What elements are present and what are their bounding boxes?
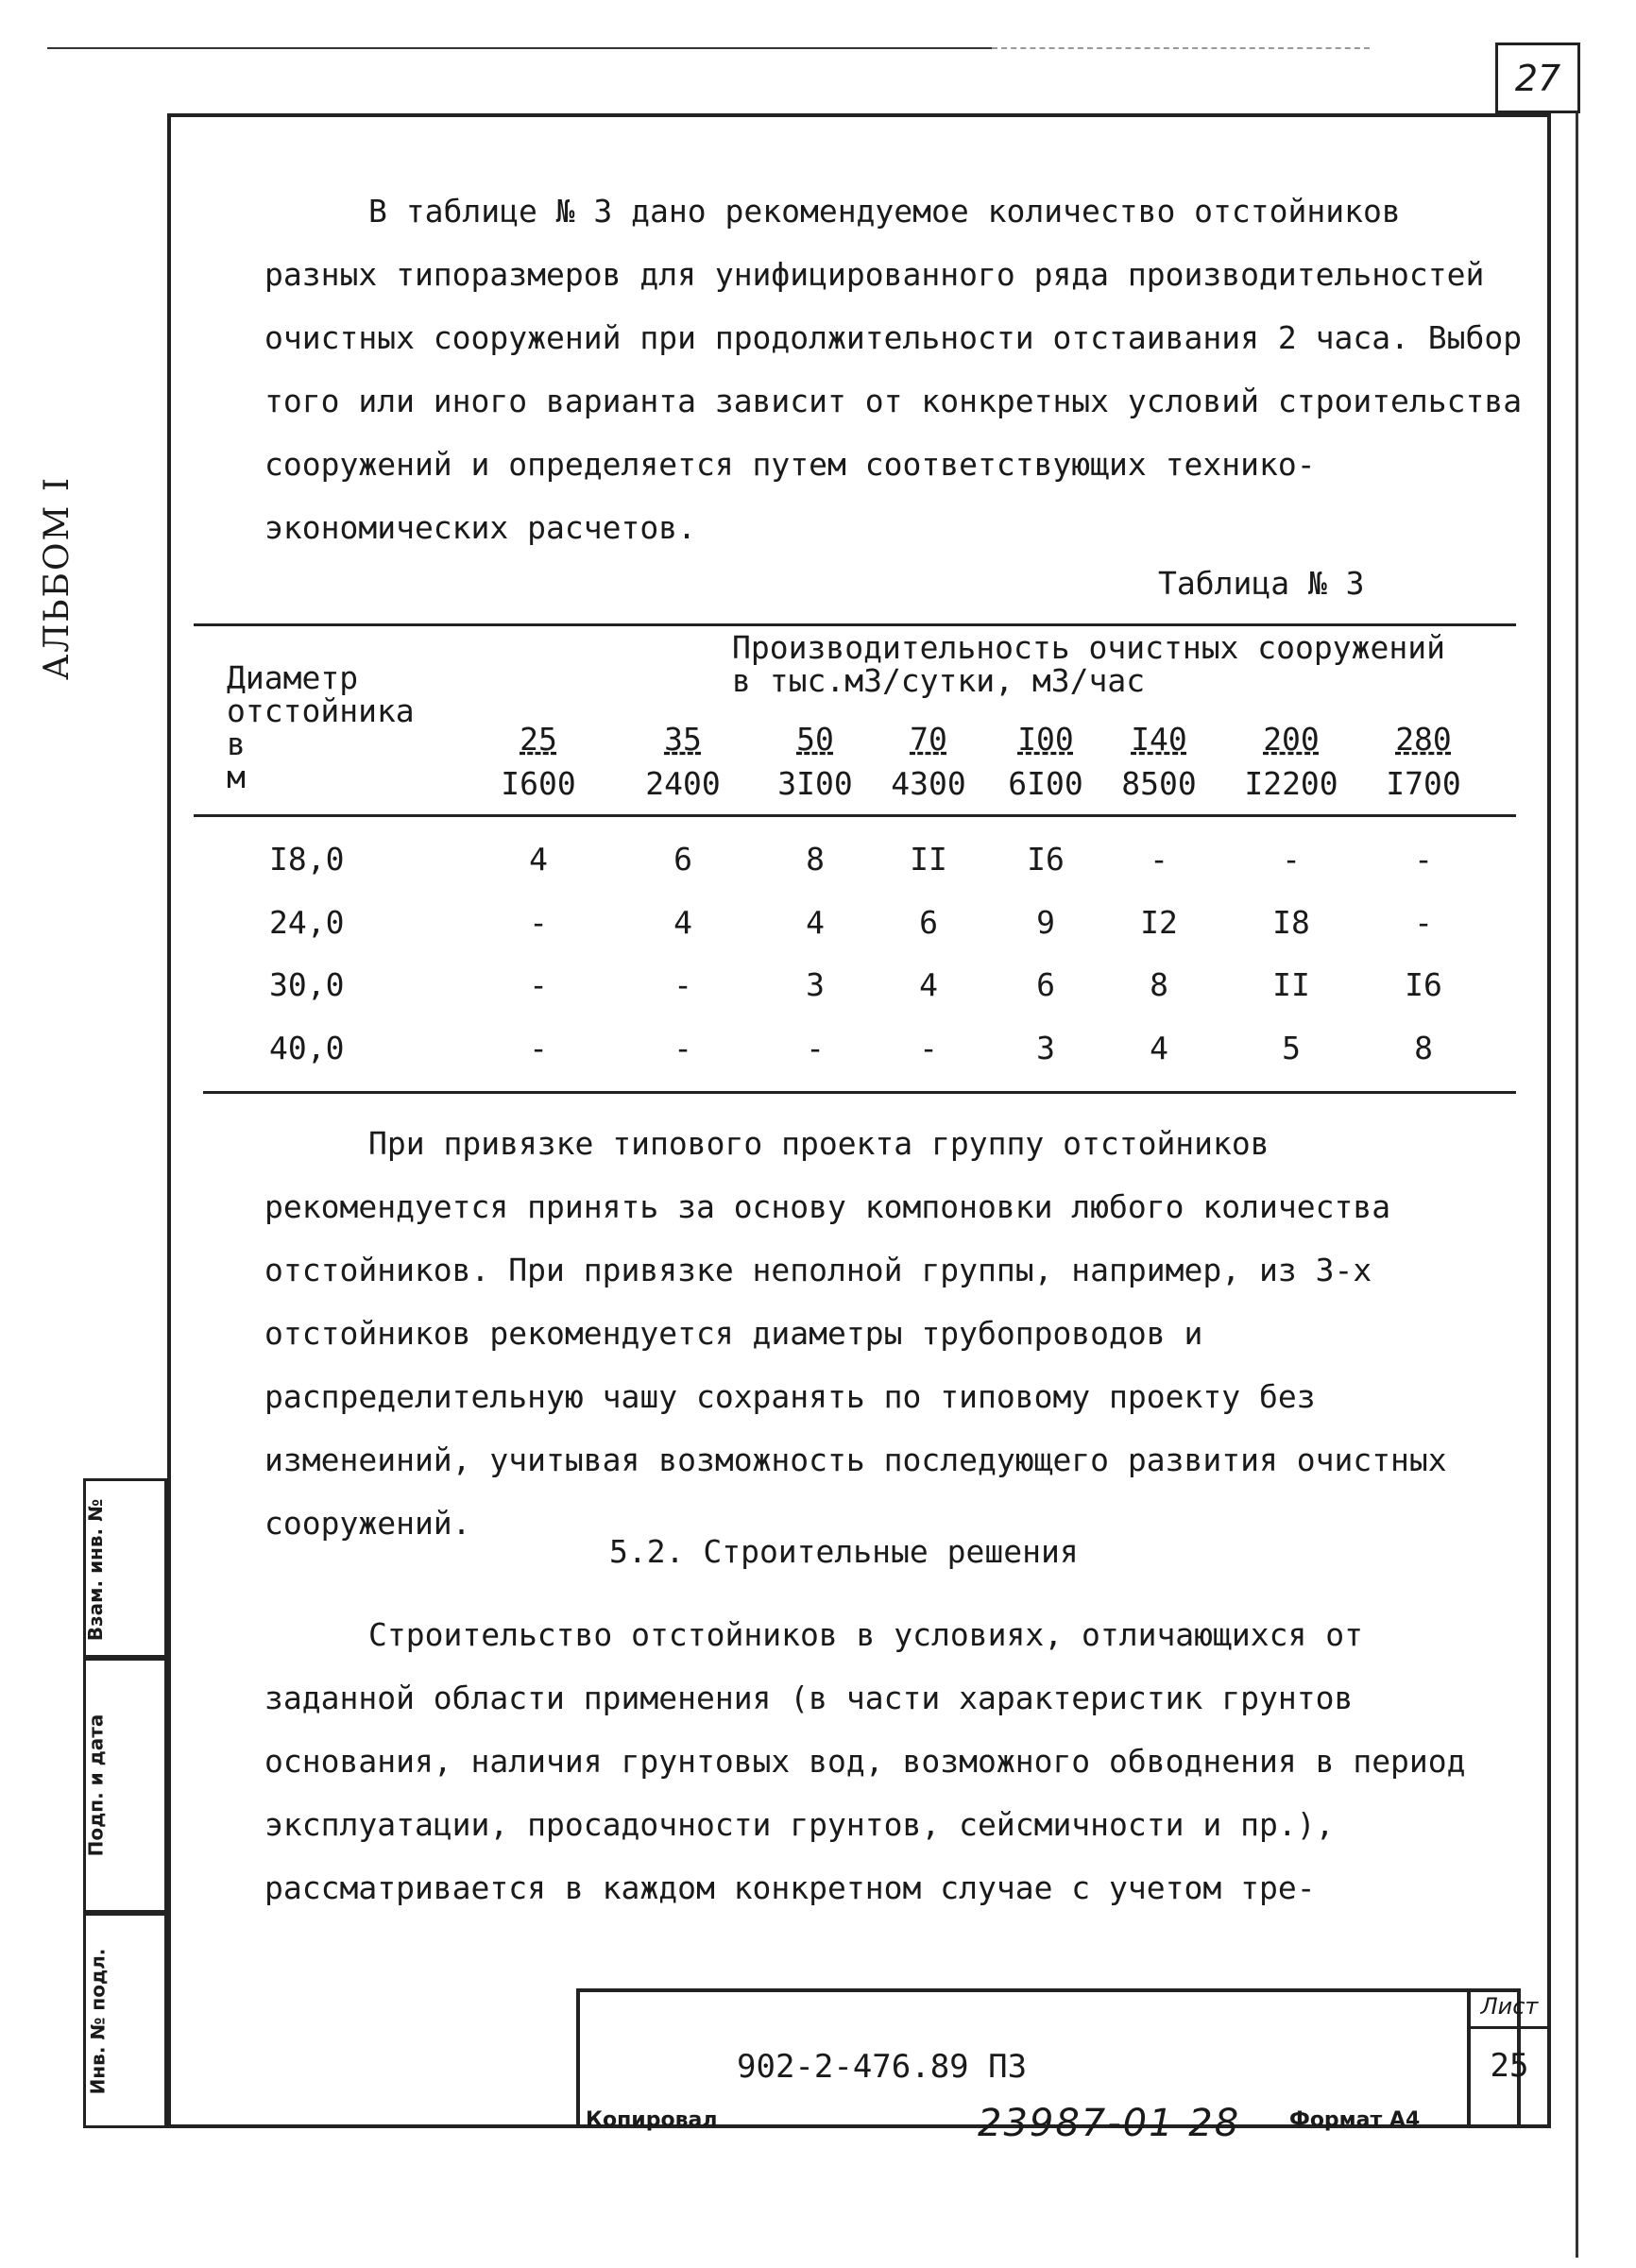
table-cell: 4 — [529, 841, 548, 878]
table-cell: 4 — [673, 904, 692, 941]
table-cell: 8 — [1150, 966, 1168, 1003]
table-cell: 9 — [1036, 904, 1055, 941]
table-cell: 4 — [919, 966, 938, 1003]
table-cell: 3 — [806, 966, 825, 1003]
table-cell: - — [529, 1030, 548, 1066]
column-per-hour: 6I00 — [1008, 765, 1083, 802]
table-cell: II — [1272, 966, 1310, 1003]
table-cell: I6 — [1405, 966, 1442, 1003]
table-cell: 6 — [1036, 966, 1055, 1003]
table-top-header — [732, 631, 1445, 697]
column-per-day: 70 — [910, 721, 947, 758]
sheet-number: 25 — [1490, 2047, 1529, 2085]
table-caption: Таблица № 3 — [1158, 565, 1365, 602]
table-cell: 5 — [1282, 1030, 1301, 1066]
left-header-line-1: Диаметр — [227, 659, 359, 696]
table-header-rule — [194, 814, 1516, 817]
format-label: Формат А4 — [1289, 2108, 1421, 2132]
row-diameter: 24,0 — [269, 904, 345, 941]
stamp-replace-inv — [83, 1478, 167, 1658]
intro-text: В таблице № 3 дано рекомендуемое количество отстойников разных типоразмеров для унифицированного ряда производительностей очистных сооружений при продолжительности отстаивания 2 часа. Выбор того или иного варианта зависит от конкретных условий строительства сооружений и определяется путем соответствующих технико-экономических расчетов. — [264, 193, 1523, 546]
top-rule-dashed — [992, 47, 1370, 49]
table-cell: 8 — [806, 841, 825, 878]
table-cell: - — [673, 966, 692, 1003]
table-cell: 6 — [919, 904, 938, 941]
stamp-label-sign: Подп. и дата — [84, 1714, 108, 1857]
table-cell: - — [529, 966, 548, 1003]
table-left-header — [227, 661, 415, 793]
table-top-rule — [194, 623, 1516, 626]
table-cell: - — [1414, 904, 1433, 941]
top-header-line-2: в тыс.м3/сутки, м3/час — [732, 662, 1146, 699]
table-cell: - — [1150, 841, 1168, 878]
table-cell: - — [529, 904, 548, 941]
row-diameter: I8,0 — [269, 841, 345, 878]
column-per-hour: I2200 — [1244, 765, 1338, 802]
sheet-divider — [1467, 2026, 1551, 2029]
doc-number: 902-2-476.89 ПЗ — [737, 2048, 1028, 2086]
column-per-day: I00 — [1017, 721, 1074, 758]
top-rule — [47, 47, 992, 49]
row-diameter: 30,0 — [269, 966, 345, 1003]
section-title: 5.2. Строительные решения — [609, 1533, 1079, 1570]
sheet-label: Лист — [1480, 1993, 1539, 2020]
table-cell: 4 — [1150, 1030, 1168, 1066]
intro-paragraph — [264, 179, 1530, 559]
row-diameter: 40,0 — [269, 1030, 345, 1066]
column-per-day: 50 — [796, 721, 834, 758]
table-cell: - — [806, 1030, 825, 1066]
table-cell: I2 — [1140, 904, 1178, 941]
table-cell: II — [910, 841, 947, 878]
left-header-line-2: отстойника — [227, 692, 415, 729]
column-per-hour: 4300 — [891, 765, 966, 802]
column-per-day: 280 — [1395, 721, 1452, 758]
column-per-day: 35 — [664, 721, 702, 758]
left-header-line-3: в — [227, 725, 246, 762]
handwritten-number: 23987-01 28 — [978, 2102, 1241, 2145]
stamp-label-replace: Взам. инв. № — [84, 1498, 108, 1642]
binding-text: При привязке типового проекта группу отстойников рекомендуется принять за основу компоновки любого количества отстойников. При привязке неполной группы, например, из 3-х отстойников рекомендуется диаметры трубопроводов и распределительную чашу сохранять по типовому проекту без изменеиний, учитывая возможность последующего развития очистных сооружений. — [264, 1125, 1447, 1542]
column-per-hour: 2400 — [645, 765, 721, 802]
table-cell: - — [1282, 841, 1301, 878]
stamp-orig-inv — [83, 1913, 167, 2128]
table-cell: - — [673, 1030, 692, 1066]
table-cell: 6 — [673, 841, 692, 878]
column-per-day: I40 — [1131, 721, 1187, 758]
construction-text: Строительство отстойников в условиях, отличающихся от заданной области применения (в части характеристик грунтов основания, наличия грунтовых вод, возможного обводнения в период эксплуатации, просадочности грунтов, сейсмичности и пр.), рассматривается в каждом конкретном случае с учетом тре- — [264, 1616, 1466, 1906]
page-number: 27 — [1495, 43, 1580, 113]
stamp-sign-date — [83, 1658, 167, 1913]
column-per-day: 200 — [1263, 721, 1320, 758]
column-per-hour: 3I00 — [777, 765, 853, 802]
left-header-line-4: м — [227, 759, 246, 795]
table-bottom-rule — [203, 1091, 1516, 1094]
frame-right-edge — [1576, 113, 1578, 2258]
column-per-day: 25 — [520, 721, 557, 758]
stamp-label-orig: Инв. № подл. — [86, 1948, 110, 2095]
table-cell: - — [919, 1030, 938, 1066]
table-cell: - — [1414, 841, 1433, 878]
column-per-hour: I700 — [1386, 765, 1461, 802]
table-cell: I8 — [1272, 904, 1310, 941]
copied-label: Копировал — [586, 2108, 718, 2132]
table-cell: 3 — [1036, 1030, 1055, 1066]
table-cell: I6 — [1027, 841, 1065, 878]
construction-paragraph — [264, 1603, 1530, 1919]
table-cell: 4 — [806, 904, 825, 941]
album-label: АЛЬБОМ I — [38, 475, 77, 680]
column-per-hour: 8500 — [1121, 765, 1197, 802]
binding-paragraph — [264, 1112, 1530, 1555]
table-cell: 8 — [1414, 1030, 1433, 1066]
top-header-line-1: Производительность очистных сооружений — [732, 629, 1445, 666]
column-per-hour: I600 — [501, 765, 576, 802]
